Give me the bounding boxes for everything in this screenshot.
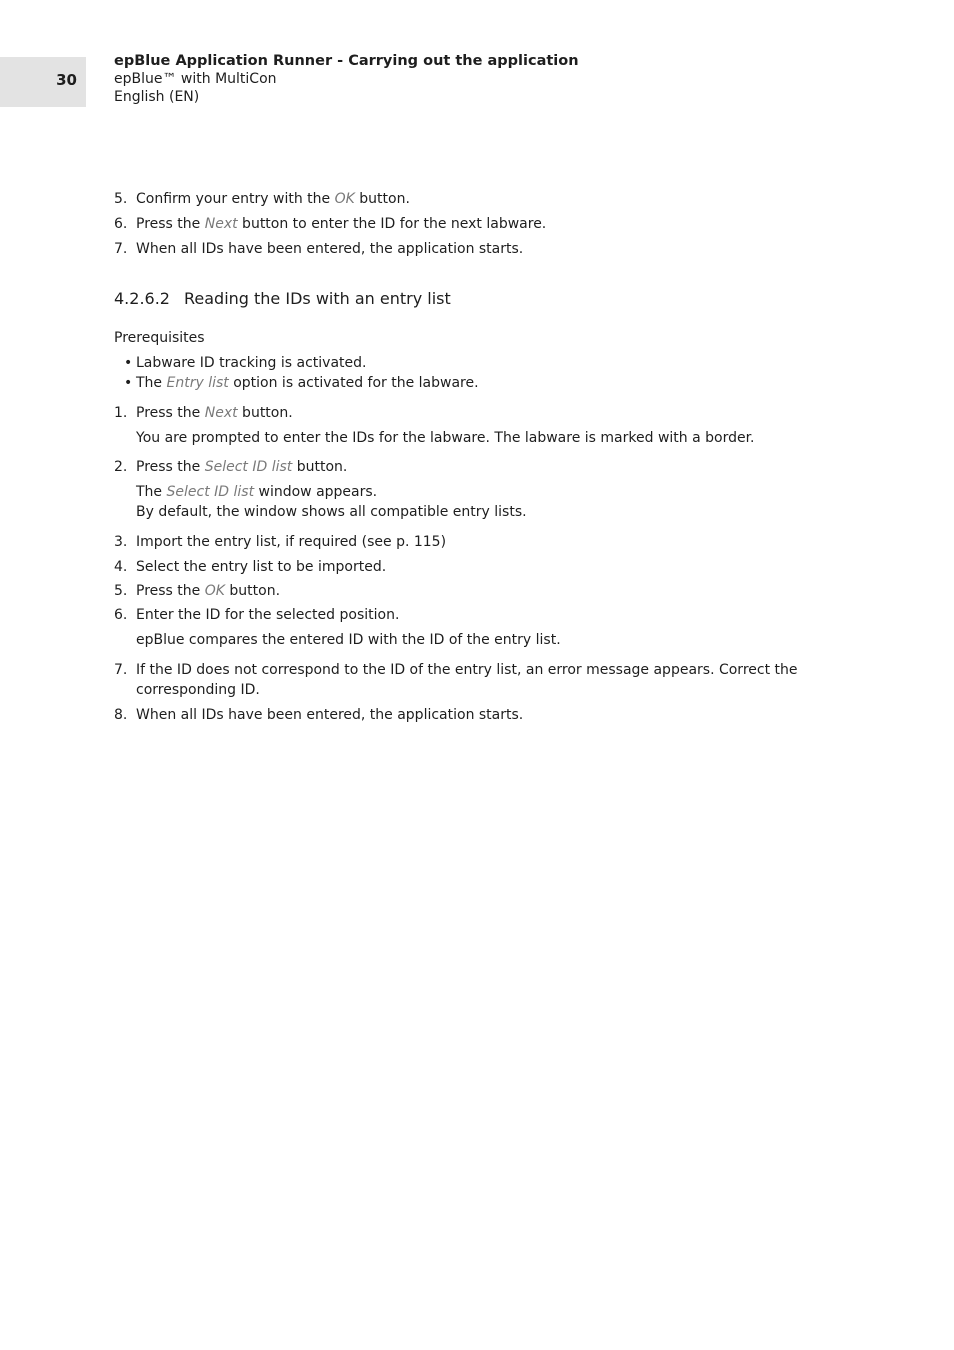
step-item: 5. Confirm your entry with the OK button. — [114, 191, 410, 207]
header-title: epBlue Application Runner - Carrying out the application — [114, 53, 579, 69]
ui-term: OK — [334, 191, 355, 207]
step-result: You are prompted to enter the IDs for the labware. The labware is marked with a border. — [136, 430, 755, 446]
page-header — [114, 52, 579, 106]
step-item: 3. Import the entry list, if required (see p. 115) — [114, 534, 447, 550]
prerequisite-item: • Labware ID tracking is activated. — [124, 355, 367, 371]
step-item: 8. When all IDs have been entered, the application starts. — [114, 707, 524, 723]
header-language: English (EN) — [114, 89, 200, 105]
header-subtitle: epBlue™ with MultiCon — [114, 71, 277, 87]
ui-term: Entry list — [166, 375, 229, 391]
step-item: 6. Press the Next button to enter the ID for the next labware. — [114, 216, 547, 232]
ui-term: OK — [204, 583, 225, 599]
page-number-box — [0, 57, 86, 107]
page-number: 30 — [56, 71, 77, 89]
document-body — [114, 189, 814, 725]
step-result: The Select ID list window appears. — [136, 484, 378, 500]
ui-term: Next — [204, 405, 238, 421]
step-item: 4. Select the entry list to be imported. — [114, 559, 387, 575]
bullet-icon: • — [124, 375, 133, 391]
step-item: 1. Press the Next button. — [114, 405, 293, 421]
ui-term: Select ID list — [166, 484, 255, 500]
step-item: 7. If the ID does not correspond to the ID of the entry list, an error message appears. Correct the corresponding ID. — [114, 662, 798, 698]
prerequisites-label: Prerequisites — [114, 330, 205, 346]
step-result: epBlue compares the entered ID with the ID of the entry list. — [136, 632, 561, 648]
ui-term: Select ID list — [204, 459, 293, 475]
step-item: 7. When all IDs have been entered, the application starts. — [114, 241, 524, 257]
prerequisite-item: • The Entry list option is activated for the labware. — [124, 375, 479, 391]
ui-term: Next — [204, 216, 238, 232]
section-number: 4.2.6.2 — [114, 289, 170, 308]
section-heading — [114, 289, 814, 309]
step-item: 2. Press the Select ID list button. — [114, 459, 348, 475]
step-item: 6. Enter the ID for the selected position. — [114, 607, 400, 623]
section-title: Reading the IDs with an entry list — [183, 289, 451, 308]
step-item: 5. Press the OK button. — [114, 583, 281, 599]
step-result: By default, the window shows all compatible entry lists. — [136, 504, 527, 520]
bullet-icon: • — [124, 355, 133, 371]
